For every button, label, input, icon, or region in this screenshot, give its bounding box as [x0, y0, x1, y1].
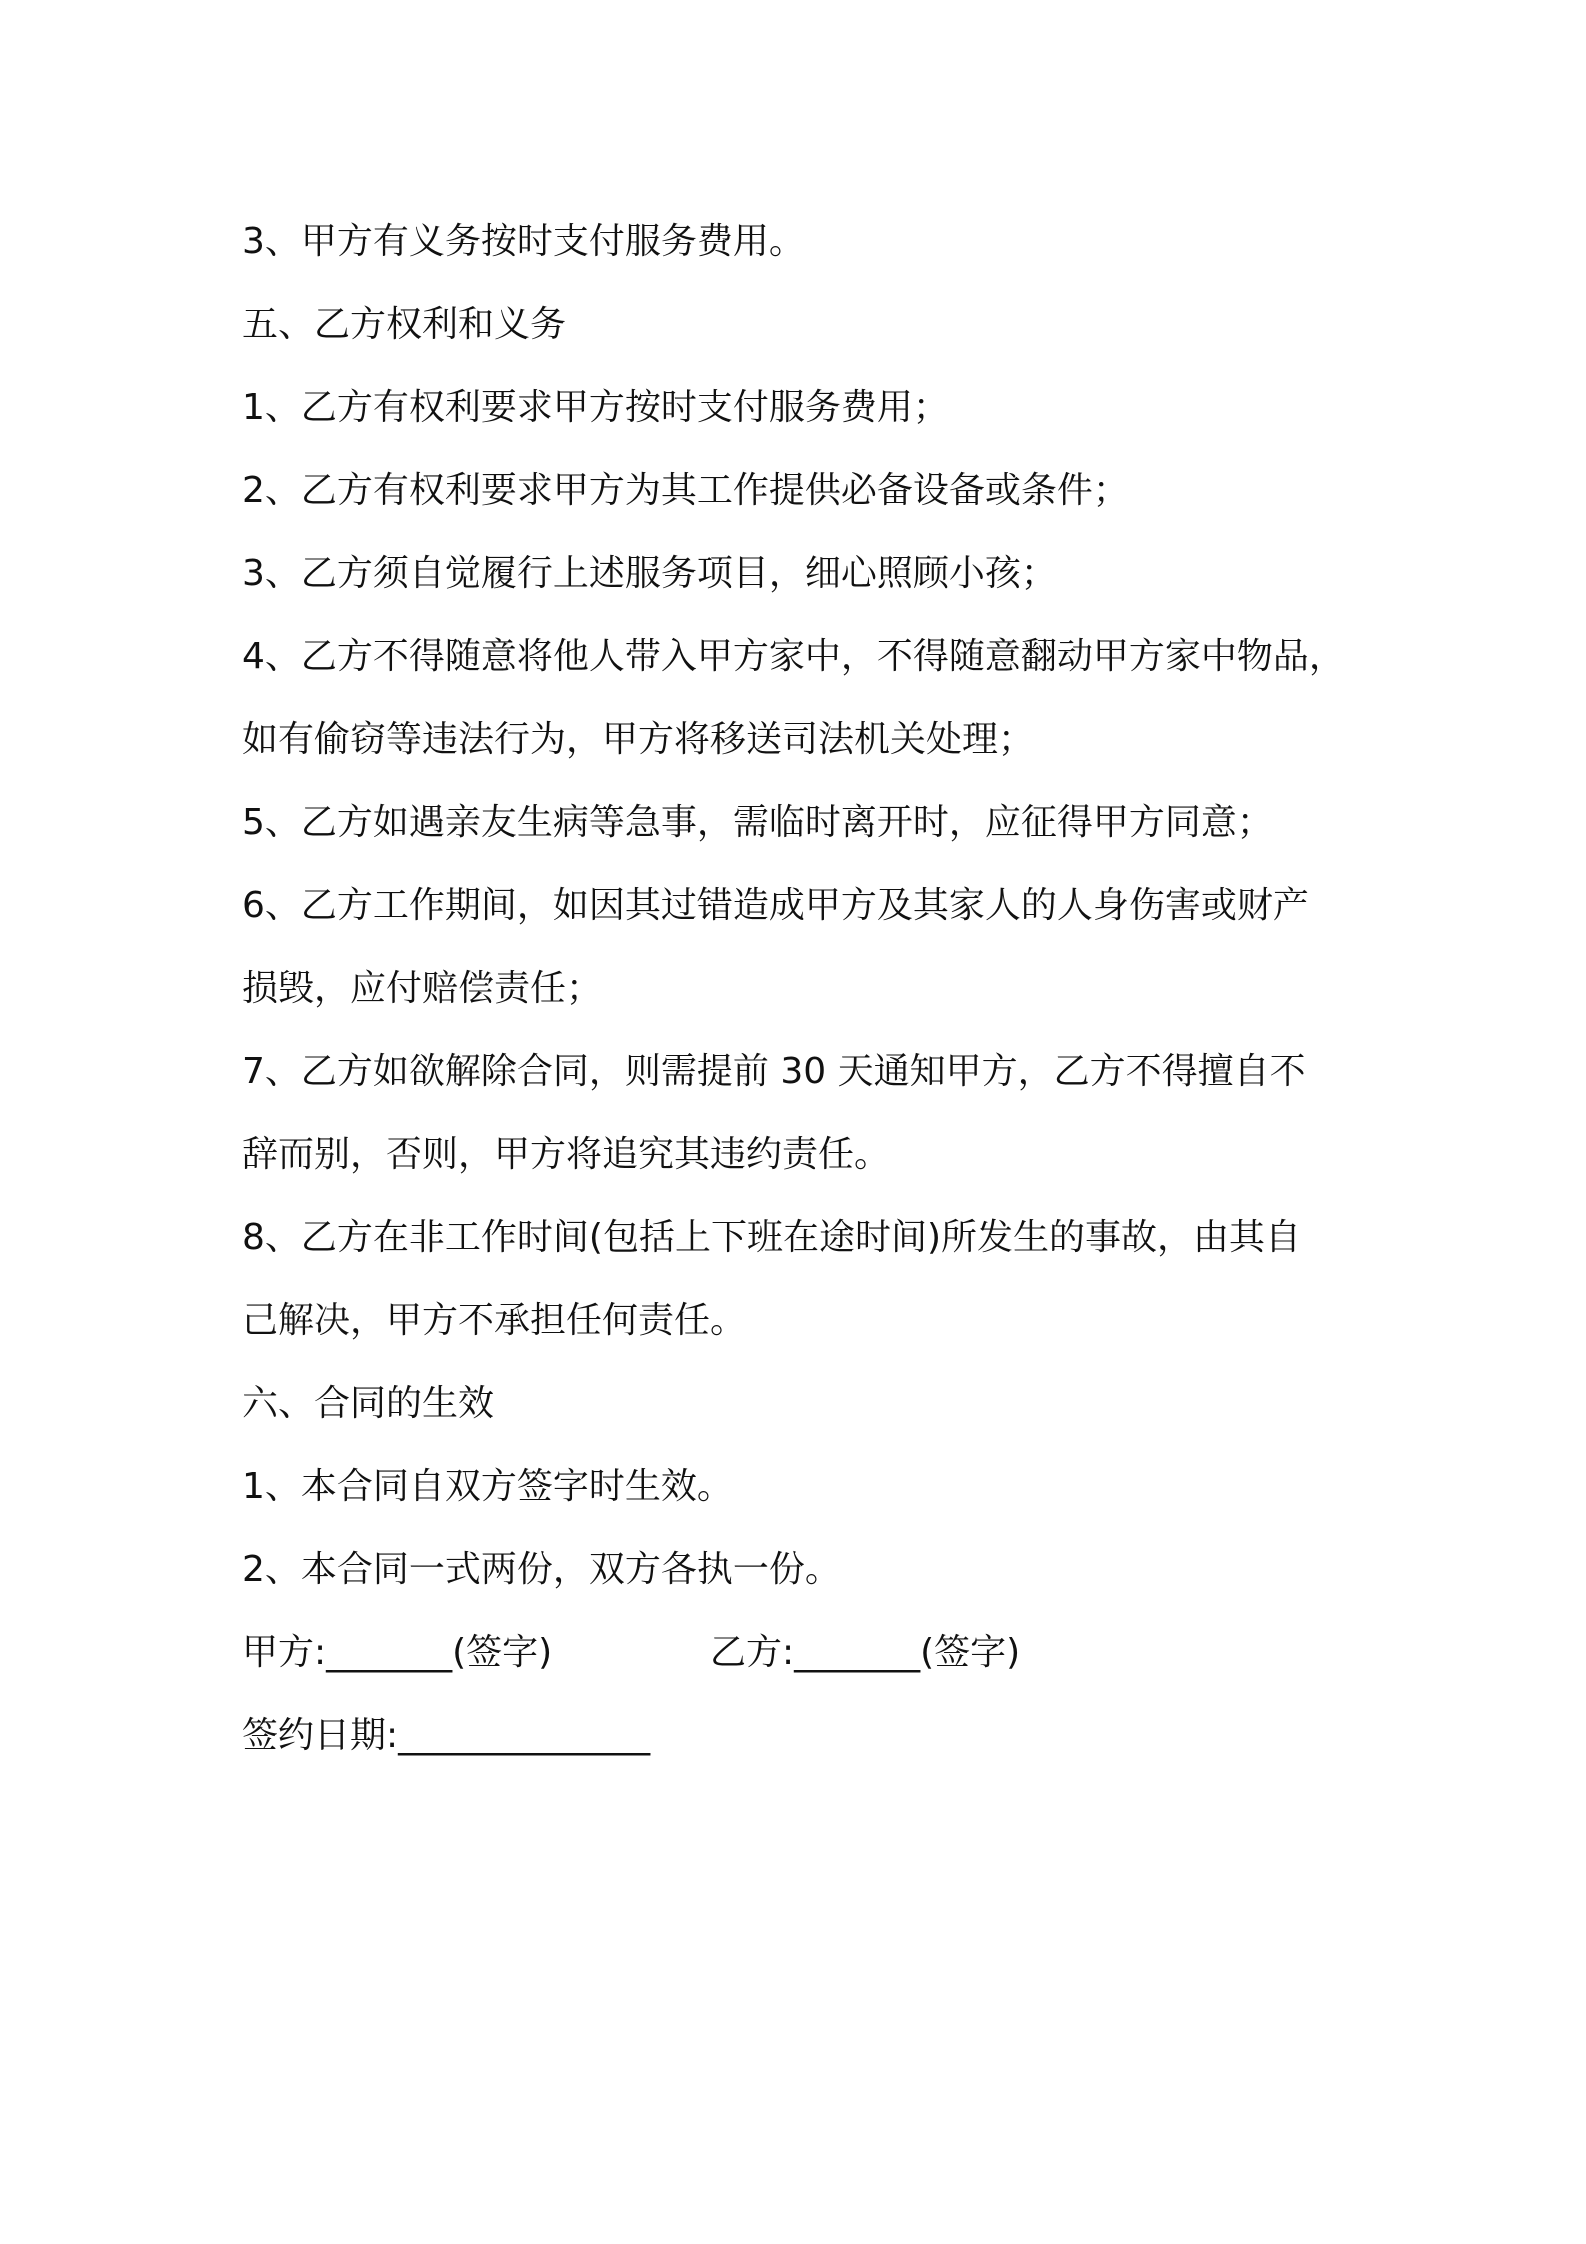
clause-line: 2、乙方有权利要求甲方为其工作提供必备设备或条件；	[242, 470, 1129, 511]
clause-line: 辞而别，否则，甲方将追究其违约责任。	[242, 1134, 891, 1175]
clause-line: 3、乙方须自觉履行上述服务项目，细心照顾小孩；	[242, 553, 1057, 594]
clause-line: 4、乙方不得随意将他人带入甲方家中，不得随意翻动甲方家中物品，	[242, 636, 1345, 677]
document-body	[242, 200, 1382, 1777]
signature-row	[242, 1611, 1382, 1694]
party-a-signature: 甲方:_______(签字)	[242, 1632, 553, 1673]
section-heading: 五、乙方权利和义务	[242, 304, 567, 345]
clause-line: 1、本合同自双方签字时生效。	[242, 1466, 733, 1507]
clause-line: 7、乙方如欲解除合同，则需提前 30 天通知甲方，乙方不得擅自不	[242, 1051, 1306, 1092]
clause-line: 2、本合同一式两份，双方各执一份。	[242, 1549, 841, 1590]
party-b-signature: 乙方:_______(签字)	[710, 1632, 1021, 1673]
clause-line: 己解决，甲方不承担任何责任。	[242, 1300, 747, 1341]
clause-line: 6、乙方工作期间，如因其过错造成甲方及其家人的人身伤害或财产	[242, 885, 1309, 926]
clause-line: 3、甲方有义务按时支付服务费用。	[242, 221, 805, 262]
clause-line: 5、乙方如遇亲友生病等急事，需临时离开时，应征得甲方同意；	[242, 802, 1273, 843]
clause-line: 1、乙方有权利要求甲方按时支付服务费用；	[242, 387, 949, 428]
clause-line: 8、乙方在非工作时间(包括上下班在途时间)所发生的事故，由其自	[242, 1217, 1301, 1258]
clause-line: 如有偷窃等违法行为，甲方将移送司法机关处理；	[242, 719, 1035, 760]
clause-line: 损毁，应付赔偿责任；	[242, 968, 603, 1009]
section-heading: 六、合同的生效	[242, 1383, 495, 1424]
signing-date: 签约日期:______________	[242, 1715, 651, 1756]
